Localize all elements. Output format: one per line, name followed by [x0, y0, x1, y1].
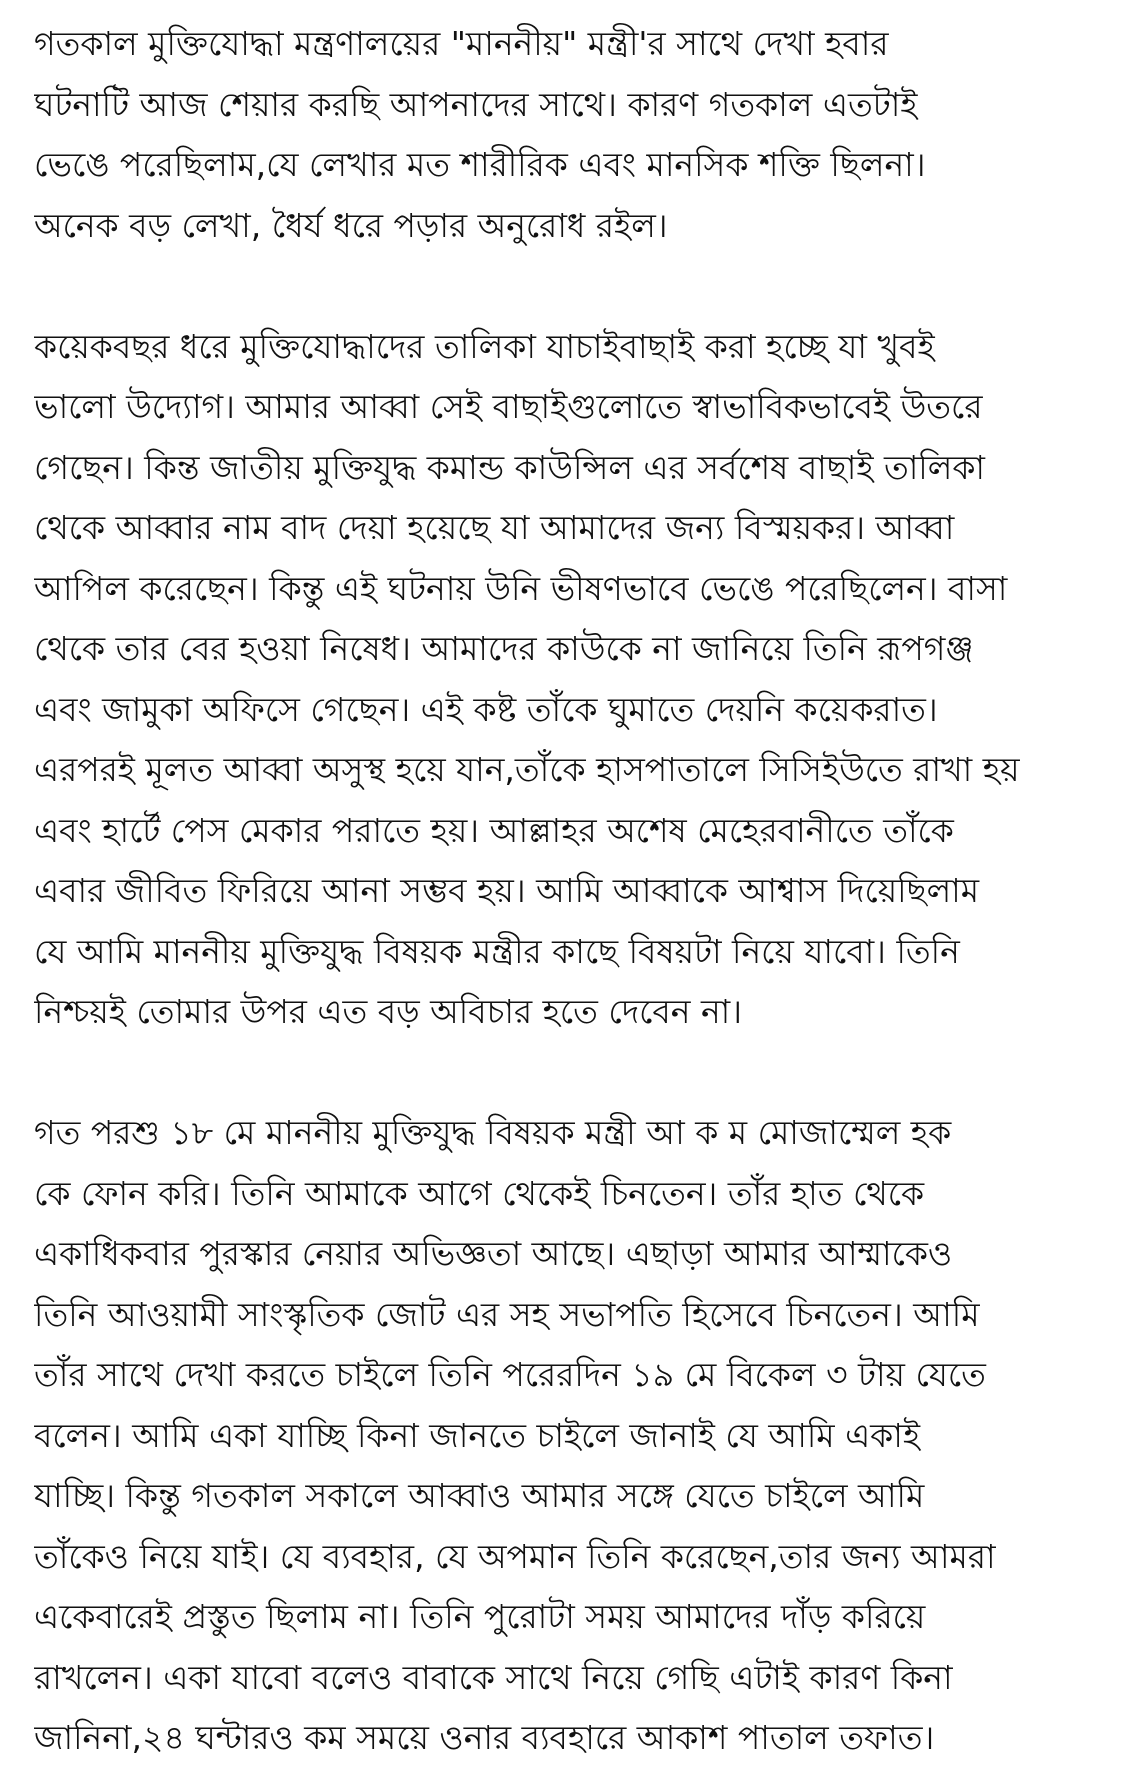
- text-line: জানিনা,২৪ ঘন্টারও কম সময়ে ওনার ব্যবহারে আকাশ পাতাল তফাত।: [34, 1718, 935, 1757]
- text-line: এবং জামুকা অফিসে গেছেন। এই কষ্ট তাঁকে ঘুমাতে দেয়নি কয়েকরাত।: [34, 689, 938, 729]
- text-line: নিশ্চয়ই তোমার উপর এত বড় অবিচার হতে দেবেন না।: [34, 992, 743, 1031]
- text-line: কয়েকবছর ধরে মুক্তিযোদ্ধাদের তালিকা যাচাইবাছাই করা হচ্ছে যা খুবই: [34, 326, 935, 366]
- text-line: অনেক বড় লেখা, ধৈর্য ধরে পড়ার অনুরোধ রইল।: [34, 205, 668, 245]
- text-line: বলেন। আমি একা যাচ্ছি কিনা জানতে চাইলে জানাই যে আমি একাই: [34, 1415, 920, 1455]
- text-line: ভেঙে পরেছিলাম,যে লেখার মত শারীরিক এবং মানসিক শক্তি ছিলনা।: [34, 145, 926, 184]
- text-line: তিনি আওয়ামী সাংস্কৃতিক জোট এর সহ সভাপতি হিসেবে চিনতেন। আমি: [34, 1294, 980, 1334]
- text-line: তাঁর সাথে দেখা করতে চাইলে তিনি পরেরদিন ১৯ মে বিকেল ৩ টায় যেতে: [34, 1355, 986, 1394]
- text-line: একাধিকবার পুরস্কার নেয়ার অভিজ্ঞতা আছে। এছাড়া আমার আম্মাকেও: [34, 1234, 953, 1273]
- text-line: থেকে তার বের হওয়া নিষেধ। আমাদের কাউকে না জানিয়ে তিনি রূপগঞ্জ: [34, 629, 974, 668]
- text-line: একেবারেই প্রস্তুত ছিলাম না। তিনি পুরোটা সময় আমাদের দাঁড় করিয়ে: [34, 1597, 926, 1636]
- text-line: এরপরই মূলত আব্বা অসুস্থ হয়ে যান,তাঁকে হাসপাতালে সিসিইউতে রাখা হয়: [34, 750, 1020, 789]
- text-line: রাখলেন। একা যাবো বলেও বাবাকে সাথে নিয়ে গেছি এটাই কারণ কিনা: [34, 1657, 953, 1697]
- text-line: গতকাল মুক্তিযোদ্ধা মন্ত্রণালয়ের "মাননীয়" মন্ত্রী'র সাথে দেখা হবার: [34, 24, 889, 63]
- paragraph-spacer: [34, 256, 1148, 317]
- text-line: যাচ্ছি। কিন্তু গতকাল সকালে আব্বাও আমার সঙ্গে যেতে চাইলে আমি: [34, 1476, 925, 1515]
- text-line: ঘটনাটি আজ শেয়ার করছি আপনাদের সাথে। কারণ গতকাল এতটাই: [34, 84, 918, 124]
- paragraph-spacer: [34, 1043, 1148, 1104]
- paragraph-3: [34, 1103, 1148, 1769]
- text-line: থেকে আব্বার নাম বাদ দেয়া হয়েছে যা আমাদের জন্য বিস্ময়কর। আব্বা: [34, 508, 955, 547]
- text-line: তাঁকেও নিয়ে যাই। যে ব্যবহার, যে অপমান তিনি করেছেন,তার জন্য আমরা: [34, 1536, 996, 1576]
- text-line: গত পরশু ১৮ মে মাননীয় মুক্তিযুদ্ধ বিষয়ক মন্ত্রী আ ক ম মোজাম্মেল হক: [34, 1113, 952, 1152]
- paragraph-2: [34, 317, 1148, 1043]
- text-line: কে ফোন করি। তিনি আমাকে আগে থেকেই চিনতেন। তাঁর হাত থেকে: [34, 1173, 925, 1213]
- text-line: গেছেন। কিন্ত জাতীয় মুক্তিযুদ্ধ কমান্ড কাউন্সিল এর সর্বশেষ বাছাই তালিকা: [34, 447, 985, 487]
- text-line: এবং হার্টে পেস মেকার পরাতে হয়। আল্লাহর অশেষ মেহেরবানীতে তাঁকে: [34, 810, 954, 850]
- text-line: এবার জীবিত ফিরিয়ে আনা সম্ভব হয়। আমি আব্বাকে আশ্বাস দিয়েছিলাম: [34, 871, 980, 910]
- text-line: ভালো উদ্যোগ। আমার আব্বা সেই বাছাইগুলোতে স্বাভাবিকভাবেই উতরে: [34, 387, 983, 426]
- text-line: যে আমি মাননীয় মুক্তিযুদ্ধ বিষয়ক মন্ত্রীর কাছে বিষয়টা নিয়ে যাবো। তিনি: [34, 931, 960, 971]
- paragraph-1: [34, 14, 1148, 256]
- text-line: আপিল করেছেন। কিন্তু এই ঘটনায় উনি ভীষণভাবে ভেঙে পরেছিলেন। বাসা: [34, 568, 1008, 608]
